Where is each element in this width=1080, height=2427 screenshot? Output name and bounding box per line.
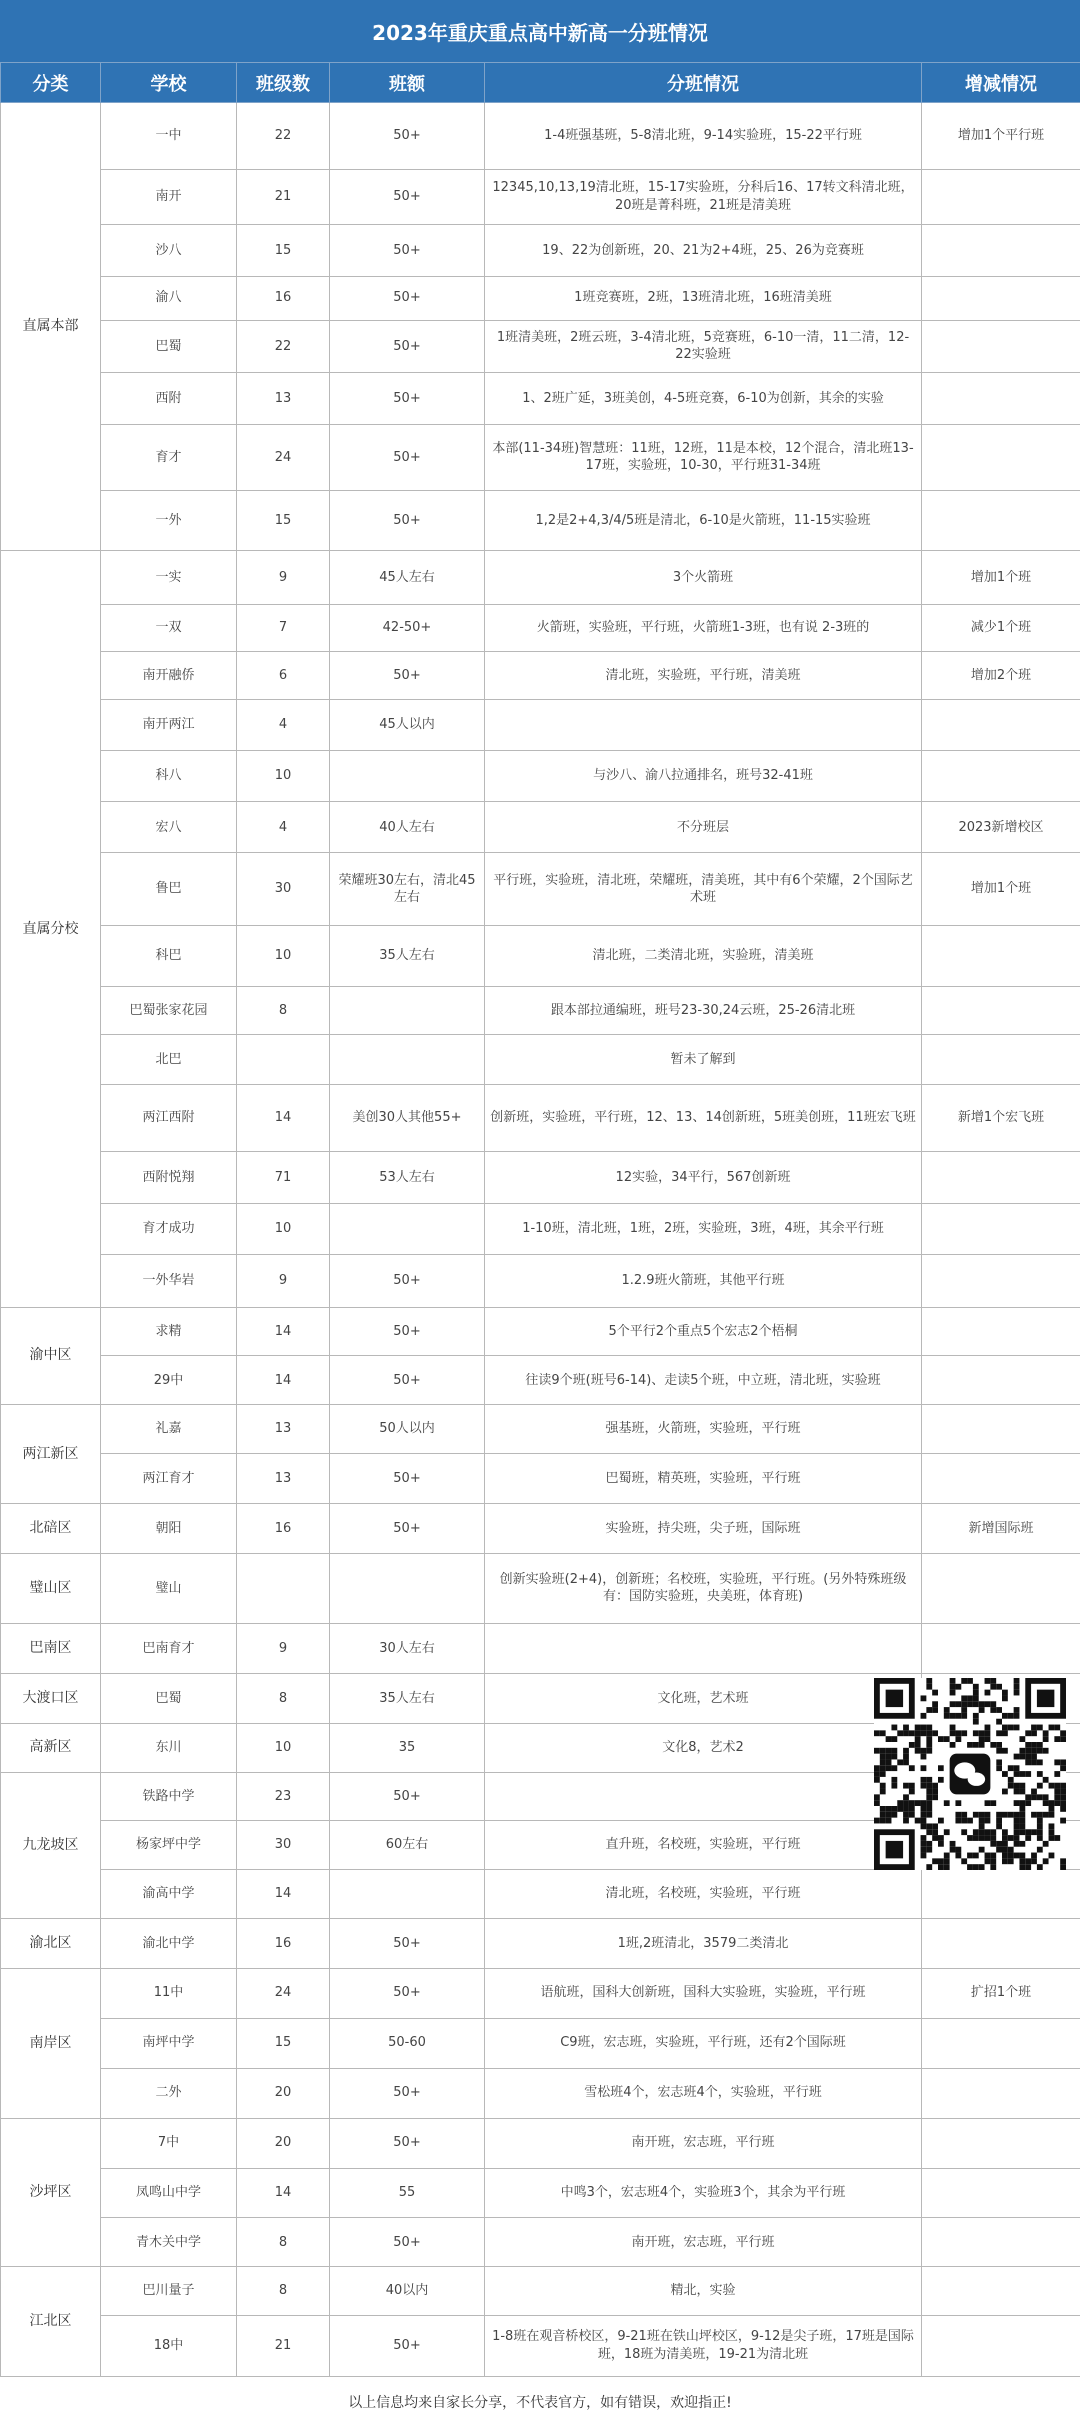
- class-size-cell: 50+: [330, 169, 485, 225]
- school-cell: 巴蜀张家花园: [101, 986, 237, 1035]
- change-cell: [922, 1918, 1080, 1968]
- grouping-cell: 1、2班广延，3班美创，4-5班竞赛，6-10为创新，其余的实验: [485, 372, 922, 424]
- school-cell: 二外: [101, 2068, 237, 2118]
- grouping-cell: 创新实验班(2+4)，创新班；名校班，实验班，平行班。(另外特殊班级有：国防实验班，央美班，体育班): [485, 1553, 922, 1623]
- qr-code-graphic: [874, 1678, 1066, 1870]
- grouping-cell: 1-4班强基班，5-8清北班，9-14实验班，15-22平行班: [485, 103, 922, 170]
- school-cell: 西附: [101, 372, 237, 424]
- class-count-cell: 21: [237, 2315, 330, 2376]
- change-cell: [922, 1204, 1080, 1255]
- class-count-cell: 23: [237, 1772, 330, 1821]
- table-row: [1, 925, 1080, 986]
- class-count-cell: 8: [237, 2267, 330, 2316]
- table-row: [1, 2315, 1080, 2376]
- class-count-cell: 15: [237, 2018, 330, 2068]
- class-size-cell: 35人左右: [330, 925, 485, 986]
- school-cell: 18中: [101, 2315, 237, 2376]
- class-size-cell: 50+: [330, 652, 485, 700]
- school-cell: 东川: [101, 1723, 237, 1772]
- grouping-cell: C9班，宏志班，实验班，平行班，还有2个国际班: [485, 2018, 922, 2068]
- table-row: [1, 1151, 1080, 1203]
- school-cell: 宏八: [101, 802, 237, 853]
- table-row: [1, 1968, 1080, 2018]
- class-size-cell: 50-60: [330, 2018, 485, 2068]
- class-size-cell: 50+: [330, 1255, 485, 1307]
- header-category: 分类: [1, 63, 101, 103]
- grouping-cell: 清北班，实验班，平行班，清美班: [485, 652, 922, 700]
- class-size-cell: 30人左右: [330, 1623, 485, 1673]
- school-cell: 青木关中学: [101, 2218, 237, 2267]
- category-cell: 南岸区: [1, 1968, 101, 2118]
- class-count-cell: 8: [237, 2218, 330, 2267]
- class-count-cell: 24: [237, 425, 330, 490]
- page-title: 2023年重庆重点高中新高一分班情况: [0, 0, 1080, 62]
- school-cell: 南坪中学: [101, 2018, 237, 2068]
- grouping-cell: [485, 1623, 922, 1673]
- change-cell: [922, 1356, 1080, 1405]
- category-cell: 渝北区: [1, 1918, 101, 1968]
- grouping-cell: 1-10班，清北班，1班，2班，实验班，3班，4班，其余平行班: [485, 1204, 922, 1255]
- school-cell: 育才成功: [101, 1204, 237, 1255]
- school-cell: 沙八: [101, 225, 237, 276]
- school-cell: 两江西附: [101, 1085, 237, 1152]
- change-cell: 新增1个宏飞班: [922, 1085, 1080, 1152]
- grouping-cell: 19、22为创新班，20、21为2+4班，25、26为竞赛班: [485, 225, 922, 276]
- grouping-cell: 跟本部拉通编班，班号23-30,24云班，25-26清北班: [485, 986, 922, 1035]
- change-cell: 增加2个班: [922, 652, 1080, 700]
- grouping-cell: 12345,10,13,19清北班，15-17实验班，分科后16、17转文科清北班，20班是菁科班，21班是清美班: [485, 169, 922, 225]
- table-row: [1, 2118, 1080, 2168]
- category-cell: 沙坪区: [1, 2118, 101, 2267]
- category-cell: 高新区: [1, 1723, 101, 1772]
- table-row: [1, 551, 1080, 605]
- table-row: [1, 1553, 1080, 1623]
- header-change: 增减情况: [922, 63, 1080, 103]
- change-cell: [922, 169, 1080, 225]
- class-size-cell: [330, 1204, 485, 1255]
- table-row: [1, 802, 1080, 853]
- grouping-cell: 火箭班，实验班，平行班，火箭班1-3班，也有说 2-3班的: [485, 604, 922, 652]
- category-cell: 璧山区: [1, 1553, 101, 1623]
- class-size-cell: 35人左右: [330, 1673, 485, 1723]
- change-cell: 增加1个班: [922, 853, 1080, 926]
- change-cell: [922, 225, 1080, 276]
- school-cell: 两江育才: [101, 1453, 237, 1503]
- class-size-cell: 35: [330, 1723, 485, 1772]
- class-count-cell: 8: [237, 1673, 330, 1723]
- class-count-cell: 15: [237, 225, 330, 276]
- change-cell: [922, 751, 1080, 802]
- class-count-cell: 10: [237, 1204, 330, 1255]
- grouping-cell: 3个火箭班: [485, 551, 922, 605]
- change-cell: [922, 2018, 1080, 2068]
- class-count-cell: 13: [237, 1405, 330, 1454]
- grouping-cell: 往读9个班(班号6-14)、走读5个班，中立班，清北班，实验班: [485, 1356, 922, 1405]
- class-count-cell: 30: [237, 853, 330, 926]
- grouping-cell: 中鸣3个，宏志班4个，实验班3个，其余为平行班: [485, 2168, 922, 2218]
- class-size-cell: 50+: [330, 320, 485, 372]
- qr-code: [874, 1678, 1066, 1870]
- class-size-cell: 53人左右: [330, 1151, 485, 1203]
- change-cell: [922, 2068, 1080, 2118]
- class-count-cell: 14: [237, 1307, 330, 1356]
- header-class-size: 班额: [330, 63, 485, 103]
- grouping-cell: 与沙八、渝八拉通排名，班号32-41班: [485, 751, 922, 802]
- change-cell: [922, 1255, 1080, 1307]
- category-cell: 直属分校: [1, 551, 101, 1307]
- class-count-cell: 22: [237, 320, 330, 372]
- grouping-cell: 不分班层: [485, 802, 922, 853]
- class-count-cell: 71: [237, 1151, 330, 1203]
- class-size-cell: 50+: [330, 1503, 485, 1553]
- class-count-cell: 14: [237, 1085, 330, 1152]
- school-cell: 南开: [101, 169, 237, 225]
- table-row: [1, 2267, 1080, 2316]
- table-row: [1, 699, 1080, 750]
- grouping-cell: 创新班，实验班，平行班，12、13、14创新班，5班美创班，11班宏飞班: [485, 1085, 922, 1152]
- table-row: [1, 320, 1080, 372]
- grouping-cell: 1.2.9班火箭班，其他平行班: [485, 1255, 922, 1307]
- class-size-cell: 50+: [330, 425, 485, 490]
- school-cell: 璧山: [101, 1553, 237, 1623]
- grouping-cell: 1,2是2+4,3/4/5班是清北，6-10是火箭班，11-15实验班: [485, 490, 922, 551]
- change-cell: [922, 1553, 1080, 1623]
- category-cell: 两江新区: [1, 1405, 101, 1504]
- class-count-cell: 30: [237, 1821, 330, 1870]
- grouping-cell: 文化班，艺术班: [485, 1673, 922, 1723]
- table-row: [1, 1204, 1080, 1255]
- table-row: [1, 652, 1080, 700]
- class-count-cell: [237, 1553, 330, 1623]
- school-cell: 7中: [101, 2118, 237, 2168]
- school-cell: 育才: [101, 425, 237, 490]
- grouping-cell: [485, 699, 922, 750]
- class-count-cell: 16: [237, 276, 330, 320]
- grouping-cell: 实验班，持尖班，尖子班，国际班: [485, 1503, 922, 1553]
- change-cell: [922, 490, 1080, 551]
- header-grouping: 分班情况: [485, 63, 922, 103]
- grouping-cell: 强基班，火箭班，实验班，平行班: [485, 1405, 922, 1454]
- class-count-cell: 20: [237, 2118, 330, 2168]
- change-cell: [922, 986, 1080, 1035]
- table-row: [1, 604, 1080, 652]
- school-cell: 巴川量子: [101, 2267, 237, 2316]
- footer-note: 以上信息均来自家长分享，不代表官方，如有错误，欢迎指正!: [348, 2395, 732, 2411]
- class-count-cell: 9: [237, 551, 330, 605]
- change-cell: [922, 372, 1080, 424]
- grouping-cell: 暂未了解到: [485, 1035, 922, 1085]
- school-cell: 南开两江: [101, 699, 237, 750]
- change-cell: [922, 1151, 1080, 1203]
- school-cell: 11中: [101, 1968, 237, 2018]
- class-size-cell: [330, 986, 485, 1035]
- table-row: [1, 2168, 1080, 2218]
- header-row: [1, 63, 1080, 103]
- school-cell: 一外华岩: [101, 1255, 237, 1307]
- grouping-cell: 南开班，宏志班，平行班: [485, 2118, 922, 2168]
- class-size-cell: 40以内: [330, 2267, 485, 2316]
- grouping-cell: 巴蜀班，精英班，实验班，平行班: [485, 1453, 922, 1503]
- class-size-cell: [330, 751, 485, 802]
- grouping-cell: 清北班，二类清北班，实验班，清美班: [485, 925, 922, 986]
- change-cell: 增加1个班: [922, 551, 1080, 605]
- school-cell: 一外: [101, 490, 237, 551]
- change-cell: [922, 1453, 1080, 1503]
- change-cell: [922, 2218, 1080, 2267]
- school-cell: 一双: [101, 604, 237, 652]
- school-cell: 渝八: [101, 276, 237, 320]
- table-row: [1, 225, 1080, 276]
- class-count-cell: 16: [237, 1918, 330, 1968]
- class-count-cell: 7: [237, 604, 330, 652]
- class-count-cell: 14: [237, 2168, 330, 2218]
- table-row: [1, 751, 1080, 802]
- change-cell: [922, 1405, 1080, 1454]
- change-cell: [922, 320, 1080, 372]
- class-count-cell: [237, 1035, 330, 1085]
- school-cell: 一实: [101, 551, 237, 605]
- change-cell: [922, 925, 1080, 986]
- school-cell: 北巴: [101, 1035, 237, 1085]
- school-cell: 铁路中学: [101, 1772, 237, 1821]
- school-cell: 南开融侨: [101, 652, 237, 700]
- table-row: [1, 853, 1080, 926]
- class-count-cell: 9: [237, 1623, 330, 1673]
- grouping-cell: 1班清美班，2班云班，3-4清北班，5竞赛班，6-10一清，11二清，12-22实验班: [485, 320, 922, 372]
- change-cell: [922, 1870, 1080, 1919]
- class-count-cell: 14: [237, 1870, 330, 1919]
- table-row: [1, 425, 1080, 490]
- class-size-cell: 50+: [330, 2118, 485, 2168]
- school-cell: 凤鸣山中学: [101, 2168, 237, 2218]
- school-cell: 鲁巴: [101, 853, 237, 926]
- grouping-cell: 1-8班在观音桥校区，9-21班在铁山坪校区，9-12是尖子班，17班是国际班，18班为清美班，19-21为清北班: [485, 2315, 922, 2376]
- class-size-cell: 55: [330, 2168, 485, 2218]
- grouping-cell: 本部(11-34班)智慧班：11班，12班，11是本校，12个混合，清北班13-17班，实验班，10-30，平行班31-34班: [485, 425, 922, 490]
- class-count-cell: 4: [237, 699, 330, 750]
- class-count-cell: 21: [237, 169, 330, 225]
- category-cell: 巴南区: [1, 1623, 101, 1673]
- class-size-cell: [330, 1035, 485, 1085]
- change-cell: 2023新增校区: [922, 802, 1080, 853]
- grouping-cell: 平行班，实验班，清北班，荣耀班，清美班，其中有6个荣耀，2个国际艺术班: [485, 853, 922, 926]
- school-cell: 一中: [101, 103, 237, 170]
- change-cell: [922, 1035, 1080, 1085]
- class-size-cell: 荣耀班30左右，清北45左右: [330, 853, 485, 926]
- grouping-cell: 清北班，名校班，实验班，平行班: [485, 1870, 922, 1919]
- class-count-cell: 10: [237, 925, 330, 986]
- change-cell: 新增国际班: [922, 1503, 1080, 1553]
- table-row: [1, 986, 1080, 1035]
- class-size-cell: 40人左右: [330, 802, 485, 853]
- table-row: [1, 1405, 1080, 1454]
- table-row: [1, 2018, 1080, 2068]
- class-size-cell: 50+: [330, 490, 485, 551]
- class-count-cell: 22: [237, 103, 330, 170]
- class-size-cell: 50+: [330, 1356, 485, 1405]
- class-size-cell: 50+: [330, 276, 485, 320]
- grouping-cell: 5个平行2个重点5个宏志2个梧桐: [485, 1307, 922, 1356]
- class-size-cell: 美创30人其他55+: [330, 1085, 485, 1152]
- class-size-cell: 45人以内: [330, 699, 485, 750]
- class-size-cell: 50+: [330, 1918, 485, 1968]
- class-size-cell: 50+: [330, 1307, 485, 1356]
- school-cell: 渝北中学: [101, 1918, 237, 1968]
- class-count-cell: 24: [237, 1968, 330, 2018]
- change-cell: 扩招1个班: [922, 1968, 1080, 2018]
- change-cell: [922, 1307, 1080, 1356]
- category-cell: 江北区: [1, 2267, 101, 2377]
- table-row: [1, 1035, 1080, 1085]
- class-table: [0, 62, 1080, 2377]
- school-cell: 朝阳: [101, 1503, 237, 1553]
- change-cell: 增加1个平行班: [922, 103, 1080, 170]
- school-cell: 礼嘉: [101, 1405, 237, 1454]
- school-cell: 29中: [101, 1356, 237, 1405]
- category-cell: 北碚区: [1, 1503, 101, 1553]
- change-cell: [922, 425, 1080, 490]
- table-row: [1, 372, 1080, 424]
- change-cell: [922, 1623, 1080, 1673]
- class-count-cell: 6: [237, 652, 330, 700]
- category-cell: 渝中区: [1, 1307, 101, 1405]
- school-cell: 巴蜀: [101, 1673, 237, 1723]
- category-cell: 直属本部: [1, 103, 101, 551]
- school-cell: 渝高中学: [101, 1870, 237, 1919]
- class-size-cell: 50+: [330, 372, 485, 424]
- school-cell: 科八: [101, 751, 237, 802]
- class-size-cell: 50+: [330, 2068, 485, 2118]
- grouping-cell: 南开班，宏志班，平行班: [485, 2218, 922, 2267]
- class-count-cell: 14: [237, 1356, 330, 1405]
- change-cell: [922, 2118, 1080, 2168]
- table-row: [1, 1356, 1080, 1405]
- school-cell: 巴蜀: [101, 320, 237, 372]
- category-cell: 大渡口区: [1, 1673, 101, 1723]
- class-size-cell: [330, 1870, 485, 1919]
- class-count-cell: 15: [237, 490, 330, 551]
- change-cell: [922, 276, 1080, 320]
- class-size-cell: 50人以内: [330, 1405, 485, 1454]
- school-cell: 巴南育才: [101, 1623, 237, 1673]
- change-cell: [922, 699, 1080, 750]
- grouping-cell: 1班竞赛班，2班，13班清北班，16班清美班: [485, 276, 922, 320]
- class-count-cell: 10: [237, 751, 330, 802]
- table-body: [1, 103, 1080, 2377]
- category-cell: 九龙坡区: [1, 1772, 101, 1918]
- grouping-cell: 文化8，艺术2: [485, 1723, 922, 1772]
- table-row: [1, 490, 1080, 551]
- class-size-cell: 50+: [330, 1453, 485, 1503]
- table-row: [1, 103, 1080, 170]
- grouping-cell: 语航班，国科大创新班，国科大实验班，实验班，平行班: [485, 1968, 922, 2018]
- school-cell: 杨家坪中学: [101, 1821, 237, 1870]
- table-row: [1, 2218, 1080, 2267]
- school-cell: 西附悦翔: [101, 1151, 237, 1203]
- school-cell: 求精: [101, 1307, 237, 1356]
- class-size-cell: 50+: [330, 225, 485, 276]
- class-size-cell: [330, 1553, 485, 1623]
- grouping-cell: 雪松班4个，宏志班4个，实验班，平行班: [485, 2068, 922, 2118]
- change-cell: [922, 2267, 1080, 2316]
- table-row: [1, 1307, 1080, 1356]
- class-count-cell: 10: [237, 1723, 330, 1772]
- table-row: [1, 169, 1080, 225]
- class-size-cell: 50+: [330, 2218, 485, 2267]
- class-count-cell: 9: [237, 1255, 330, 1307]
- class-count-cell: 13: [237, 372, 330, 424]
- school-cell: 科巴: [101, 925, 237, 986]
- change-cell: [922, 2315, 1080, 2376]
- grouping-cell: 1班,2班清北，3579二类清北: [485, 1918, 922, 1968]
- class-size-cell: 45人左右: [330, 551, 485, 605]
- grouping-cell: 直升班，名校班，实验班，平行班: [485, 1821, 922, 1870]
- table-row: [1, 1255, 1080, 1307]
- change-cell: [922, 2168, 1080, 2218]
- class-count-cell: 8: [237, 986, 330, 1035]
- class-count-cell: 4: [237, 802, 330, 853]
- grouping-cell: [485, 1772, 922, 1821]
- class-size-cell: 50+: [330, 103, 485, 170]
- table-row: [1, 276, 1080, 320]
- change-cell: 减少1个班: [922, 604, 1080, 652]
- table-row: [1, 2068, 1080, 2118]
- grouping-cell: 精北，实验: [485, 2267, 922, 2316]
- class-size-cell: 50+: [330, 1772, 485, 1821]
- class-size-cell: 42-50+: [330, 604, 485, 652]
- table-row: [1, 1453, 1080, 1503]
- header-class-count: 班级数: [237, 63, 330, 103]
- table-row: [1, 1870, 1080, 1919]
- table-row: [1, 1503, 1080, 1553]
- table-row: [1, 1918, 1080, 1968]
- table-row: [1, 1623, 1080, 1673]
- class-size-cell: 50+: [330, 1968, 485, 2018]
- class-size-cell: 50+: [330, 2315, 485, 2376]
- class-count-cell: 13: [237, 1453, 330, 1503]
- class-size-cell: 60左右: [330, 1821, 485, 1870]
- header-school: 学校: [101, 63, 237, 103]
- class-count-cell: 20: [237, 2068, 330, 2118]
- class-count-cell: 16: [237, 1503, 330, 1553]
- table-row: [1, 1085, 1080, 1152]
- grouping-cell: 12实验，34平行，567创新班: [485, 1151, 922, 1203]
